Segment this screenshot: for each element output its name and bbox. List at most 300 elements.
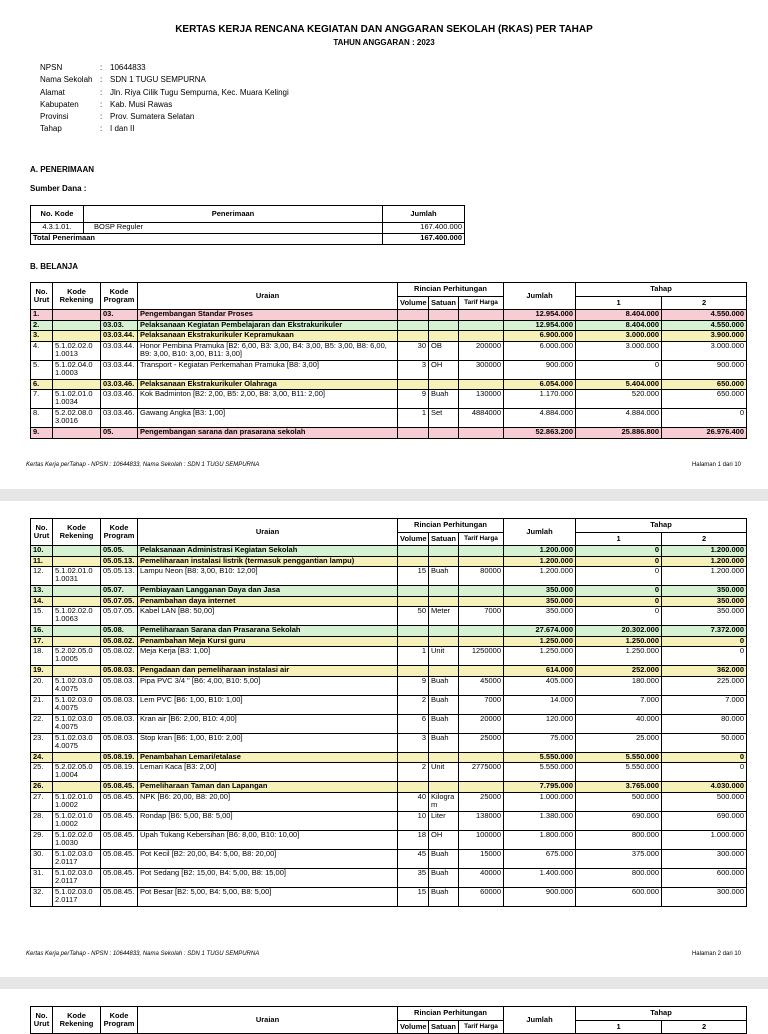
section-belanja: B. BELANJA <box>30 262 79 271</box>
kode-rekening-cell <box>53 596 101 607</box>
kode-program-cell: 05.05.13. <box>101 556 138 567</box>
satuan-cell: Unit <box>429 647 459 666</box>
tahap-2-cell: 4.550.000 <box>662 310 747 321</box>
volume-cell <box>398 428 429 439</box>
table-row <box>31 607 747 626</box>
footer-right: Halaman 1 dari 10 <box>691 462 741 468</box>
tahap-2-cell: 1.200.000 <box>662 556 747 567</box>
uraian-cell: Pipa PVC 3/4 " [B6: 4,00, B10: 5,00] <box>138 676 398 695</box>
volume-cell <box>398 379 429 390</box>
footer-right: Halaman 2 dari 10 <box>691 951 741 957</box>
tarif-cell <box>459 310 504 321</box>
tahap-2-cell: 26.976.400 <box>662 428 747 439</box>
tahap-1-cell: 375.000 <box>576 849 662 868</box>
no-urut-cell: 32. <box>31 887 53 906</box>
info-colon: : <box>100 99 103 109</box>
volume-cell <box>398 636 429 647</box>
jumlah-cell: 52.863.200 <box>504 428 576 439</box>
volume-cell: 15 <box>398 567 429 586</box>
tahap-1-cell: 690.000 <box>576 811 662 830</box>
no-urut-cell: 1. <box>31 310 53 321</box>
penerimaan-cell: BOSP Reguler <box>84 223 383 234</box>
info-label: Alamat <box>40 87 65 97</box>
no-urut-cell: 4. <box>31 341 53 360</box>
satuan-cell: Buah <box>429 676 459 695</box>
uraian-cell: Pot Sedang [B2: 15,00, B4: 5,00, B8: 15,00] <box>138 868 398 887</box>
header-uraian: Uraian <box>138 1007 398 1034</box>
volume-cell <box>398 546 429 557</box>
volume-cell: 1 <box>398 409 429 428</box>
uraian-cell: Kok Badminton [B2: 2,00, B5: 2,00, B8: 3,00, B11: 2,00] <box>138 390 398 409</box>
table-row <box>31 409 747 428</box>
jumlah-cell: 5.550.000 <box>504 763 576 782</box>
tahap-1-cell: 20.302.000 <box>576 626 662 637</box>
kode-rekening-cell <box>53 636 101 647</box>
tahap-1-cell: 0 <box>576 567 662 586</box>
tarif-cell <box>459 546 504 557</box>
jumlah-cell: 1.200.000 <box>504 556 576 567</box>
uraian-cell: Lemari Kaca [B3: 2,00] <box>138 763 398 782</box>
kode-rekening-cell: 5.1.02.03.04.0075 <box>53 676 101 695</box>
table-row <box>31 341 747 360</box>
uraian-cell: Penambahan Lemari/etalase <box>138 752 398 763</box>
tarif-cell: 130000 <box>459 390 504 409</box>
no-urut-cell: 5. <box>31 360 53 379</box>
tahap-2-cell: 362.000 <box>662 666 747 677</box>
jumlah-cell: 1.380.000 <box>504 811 576 830</box>
page-2 <box>0 501 768 977</box>
uraian-cell: Rondap [B6: 5,00, B8: 5,00] <box>138 811 398 830</box>
header-no-urut: No. Urut <box>31 519 53 546</box>
total-label: Total Penerimaan <box>31 234 383 245</box>
volume-cell: 45 <box>398 849 429 868</box>
satuan-cell <box>429 310 459 321</box>
table-row <box>31 567 747 586</box>
info-value: I dan II <box>110 124 135 134</box>
jumlah-cell: 1.200.000 <box>504 567 576 586</box>
tarif-cell: 60000 <box>459 887 504 906</box>
jumlah-cell: 1.400.000 <box>504 868 576 887</box>
satuan-cell <box>429 320 459 331</box>
tahap-2-cell: 650.000 <box>662 379 747 390</box>
volume-cell: 15 <box>398 887 429 906</box>
tahap-1-cell: 600.000 <box>576 887 662 906</box>
volume-cell: 50 <box>398 607 429 626</box>
no-urut-cell: 12. <box>31 567 53 586</box>
satuan-cell: Meter <box>429 607 459 626</box>
info-value: Jln. Riya Cilik Tugu Sempurna, Kec. Muara Kelingi <box>110 87 289 97</box>
tarif-cell: 100000 <box>459 830 504 849</box>
header-tahap-2: 2 <box>662 297 747 310</box>
kode-rekening-cell: 5.1.02.03.02.0117 <box>53 849 101 868</box>
uraian-cell: Pemeliharaan Sarana dan Prasarana Sekolah <box>138 626 398 637</box>
table-row <box>31 792 747 811</box>
footer-left: Kertas Kerja perTahap - NPSN : 10644833, Nama Sekolah : SDN 1 TUGU SEMPURNA <box>26 462 260 468</box>
tahap-2-cell: 0 <box>662 647 747 666</box>
tahap-1-cell: 0 <box>576 360 662 379</box>
volume-cell: 9 <box>398 676 429 695</box>
no-urut-cell: 14. <box>31 596 53 607</box>
header-no-urut: No. Urut <box>31 283 53 310</box>
kode-program-cell: 05. <box>101 428 138 439</box>
no-urut-cell: 21. <box>31 695 53 714</box>
belanja-table-page-3 <box>30 1006 747 1034</box>
tahap-1-cell: 0 <box>576 556 662 567</box>
info-value: Kab. Musi Rawas <box>110 99 173 109</box>
header-penerimaan: Penerimaan <box>84 206 383 223</box>
no-urut-cell: 7. <box>31 390 53 409</box>
table-row <box>31 223 465 234</box>
volume-cell: 3 <box>398 360 429 379</box>
header-kode-program: Kode Program <box>101 283 138 310</box>
table-row <box>31 647 747 666</box>
tarif-cell <box>459 596 504 607</box>
satuan-cell: Set <box>429 409 459 428</box>
tarif-cell <box>459 428 504 439</box>
volume-cell: 40 <box>398 792 429 811</box>
document-title: KERTAS KERJA RENCANA KEGIATAN DAN ANGGARAN SEKOLAH (RKAS) PER TAHAP <box>175 24 593 35</box>
no-urut-cell: 20. <box>31 676 53 695</box>
header-tarif: Tarif Harga <box>459 1021 504 1034</box>
satuan-cell <box>429 379 459 390</box>
table-row <box>31 830 747 849</box>
header-satuan: Satuan <box>429 1021 459 1034</box>
volume-cell <box>398 596 429 607</box>
no-urut-cell: 22. <box>31 714 53 733</box>
header-satuan: Satuan <box>429 297 459 310</box>
tahap-2-cell: 0 <box>662 763 747 782</box>
jumlah-cell: 900.000 <box>504 887 576 906</box>
tahap-2-cell: 225.000 <box>662 676 747 695</box>
satuan-cell <box>429 626 459 637</box>
tarif-cell: 200000 <box>459 341 504 360</box>
tarif-cell: 15000 <box>459 849 504 868</box>
satuan-cell <box>429 782 459 793</box>
kode-rekening-cell <box>53 320 101 331</box>
satuan-cell <box>429 428 459 439</box>
kode-rekening-cell: 5.1.02.03.02.0117 <box>53 887 101 906</box>
no-urut-cell: 13. <box>31 586 53 597</box>
tahap-1-cell: 7.000 <box>576 695 662 714</box>
jumlah-cell: 614.000 <box>504 666 576 677</box>
header-tahap-1: 1 <box>576 1021 662 1034</box>
kode-rekening-cell <box>53 546 101 557</box>
table-row <box>31 390 747 409</box>
table-row <box>31 666 747 677</box>
satuan-cell: Kilogram <box>429 792 459 811</box>
no-urut-cell: 9. <box>31 428 53 439</box>
satuan-cell: OH <box>429 360 459 379</box>
satuan-cell <box>429 556 459 567</box>
table-row <box>31 586 747 597</box>
tahap-1-cell: 5.404.000 <box>576 379 662 390</box>
header-kode-rekening: Kode Rekening <box>53 1007 101 1034</box>
table-row <box>31 546 747 557</box>
volume-cell <box>398 331 429 342</box>
belanja-table-page-2 <box>30 518 747 907</box>
total-row <box>31 234 465 245</box>
uraian-cell: Pembiayaan Langganan Daya dan Jasa <box>138 586 398 597</box>
tahap-2-cell: 0 <box>662 752 747 763</box>
satuan-cell <box>429 596 459 607</box>
jumlah-cell: 6.000.000 <box>504 341 576 360</box>
tarif-cell <box>459 636 504 647</box>
header-kode-rekening: Kode Rekening <box>53 519 101 546</box>
tarif-cell: 25000 <box>459 792 504 811</box>
tahap-2-cell: 4.550.000 <box>662 320 747 331</box>
uraian-cell: Lem PVC [B6: 1,00, B10: 1,00] <box>138 695 398 714</box>
tarif-cell: 20000 <box>459 714 504 733</box>
tahap-1-cell: 5.550.000 <box>576 763 662 782</box>
tahap-2-cell: 300.000 <box>662 887 747 906</box>
jumlah-cell: 900.000 <box>504 360 576 379</box>
table-row <box>31 695 747 714</box>
kode-rekening-cell: 5.2.02.08.03.0016 <box>53 409 101 428</box>
header-rincian: Rincian Perhitungan <box>398 1007 504 1021</box>
kode-program-cell: 05.07.05. <box>101 596 138 607</box>
uraian-cell: Kran air [B6: 2,00, B10: 4,00] <box>138 714 398 733</box>
jumlah-cell: 1.170.000 <box>504 390 576 409</box>
no-urut-cell: 18. <box>31 647 53 666</box>
tarif-cell <box>459 379 504 390</box>
tahap-2-cell: 900.000 <box>662 360 747 379</box>
volume-cell: 10 <box>398 811 429 830</box>
header-tahap: Tahap <box>576 1007 747 1021</box>
tarif-cell <box>459 752 504 763</box>
satuan-cell <box>429 666 459 677</box>
kode-rekening-cell: 5.1.02.04.01.0003 <box>53 360 101 379</box>
jumlah-cell: 6.900.000 <box>504 331 576 342</box>
page-3 <box>0 989 768 1031</box>
kode-rekening-cell <box>53 586 101 597</box>
info-label: Kabupaten <box>40 99 79 109</box>
jumlah-cell: 1.000.000 <box>504 792 576 811</box>
kode-program-cell: 05.08.45. <box>101 849 138 868</box>
info-value: SDN 1 TUGU SEMPURNA <box>110 75 206 85</box>
header-tahap: Tahap <box>576 283 747 297</box>
volume-cell: 9 <box>398 390 429 409</box>
no-urut-cell: 28. <box>31 811 53 830</box>
tahap-2-cell: 650.000 <box>662 390 747 409</box>
jumlah-cell: 350.000 <box>504 607 576 626</box>
satuan-cell <box>429 586 459 597</box>
header-rincian: Rincian Perhitungan <box>398 519 504 533</box>
no-urut-cell: 2. <box>31 320 53 331</box>
header-jumlah: Jumlah <box>383 206 465 223</box>
kode-rekening-cell: 5.1.02.03.04.0075 <box>53 733 101 752</box>
no-urut-cell: 16. <box>31 626 53 637</box>
kode-program-cell: 05.08.02. <box>101 636 138 647</box>
kode-program-cell: 05.07. <box>101 586 138 597</box>
table-row <box>31 868 747 887</box>
tarif-cell: 45000 <box>459 676 504 695</box>
jumlah-cell: 12.954.000 <box>504 320 576 331</box>
tahap-2-cell: 1.200.000 <box>662 567 747 586</box>
jumlah-cell: 5.550.000 <box>504 752 576 763</box>
volume-cell <box>398 556 429 567</box>
table-row <box>31 849 747 868</box>
table-row <box>31 714 747 733</box>
header-rincian: Rincian Perhitungan <box>398 283 504 297</box>
tarif-cell: 2775000 <box>459 763 504 782</box>
jumlah-cell: 675.000 <box>504 849 576 868</box>
kode-rekening-cell: 5.1.02.01.01.0002 <box>53 792 101 811</box>
table-row <box>31 556 747 567</box>
kode-program-cell: 05.07.05. <box>101 607 138 626</box>
jumlah-cell: 6.054.000 <box>504 379 576 390</box>
satuan-cell <box>429 331 459 342</box>
jumlah-cell: 350.000 <box>504 586 576 597</box>
tarif-cell: 300000 <box>459 360 504 379</box>
header-tarif: Tarif Harga <box>459 533 504 546</box>
footer-left: Kertas Kerja perTahap - NPSN : 10644833, Nama Sekolah : SDN 1 TUGU SEMPURNA <box>26 951 260 957</box>
volume-cell: 2 <box>398 763 429 782</box>
satuan-cell: Liter <box>429 811 459 830</box>
satuan-cell <box>429 546 459 557</box>
table-row <box>31 676 747 695</box>
tahap-1-cell: 8.404.000 <box>576 320 662 331</box>
jumlah-cell: 7.795.000 <box>504 782 576 793</box>
header-tahap-1: 1 <box>576 533 662 546</box>
jumlah-cell: 1.250.000 <box>504 647 576 666</box>
kode-program-cell: 05.08. <box>101 626 138 637</box>
header-satuan: Satuan <box>429 533 459 546</box>
uraian-cell: Penambahan Meja Kursi guru <box>138 636 398 647</box>
tahap-1-cell: 25.000 <box>576 733 662 752</box>
tahap-1-cell: 800.000 <box>576 830 662 849</box>
tahap-2-cell: 7.000 <box>662 695 747 714</box>
kode-rekening-cell: 5.1.02.03.04.0075 <box>53 714 101 733</box>
tarif-cell: 7000 <box>459 695 504 714</box>
kode-rekening-cell: 5.1.02.02.01.0030 <box>53 830 101 849</box>
tahap-1-cell: 520.000 <box>576 390 662 409</box>
no-urut-cell: 11. <box>31 556 53 567</box>
section-penerimaan: A. PENERIMAAN <box>30 165 95 174</box>
satuan-cell: Buah <box>429 714 459 733</box>
volume-cell: 2 <box>398 695 429 714</box>
kode-rekening-cell: 5.2.02.05.01.0004 <box>53 763 101 782</box>
tahap-2-cell: 3.000.000 <box>662 341 747 360</box>
kode-program-cell: 03.03.44. <box>101 331 138 342</box>
volume-cell <box>398 782 429 793</box>
jumlah-cell: 4.884.000 <box>504 409 576 428</box>
table-row <box>31 626 747 637</box>
document-subtitle: TAHUN ANGGARAN : 2023 <box>333 38 435 47</box>
info-row <box>40 124 289 136</box>
info-value: 10644833 <box>110 63 146 72</box>
tahap-2-cell: 300.000 <box>662 849 747 868</box>
info-colon: : <box>100 87 103 97</box>
satuan-cell: OH <box>429 830 459 849</box>
kode-program-cell: 05.08.45. <box>101 830 138 849</box>
volume-cell <box>398 752 429 763</box>
tarif-cell <box>459 331 504 342</box>
tarif-cell <box>459 666 504 677</box>
kode-rekening-cell <box>53 626 101 637</box>
tahap-1-cell: 1.250.000 <box>576 636 662 647</box>
tahap-2-cell: 1.200.000 <box>662 546 747 557</box>
tahap-2-cell: 7.372.000 <box>662 626 747 637</box>
tahap-1-cell: 0 <box>576 596 662 607</box>
tahap-1-cell: 0 <box>576 546 662 557</box>
tahap-1-cell: 3.765.000 <box>576 782 662 793</box>
kode-program-cell: 05.08.02. <box>101 647 138 666</box>
kode-rekening-cell: 5.1.02.03.02.0117 <box>53 868 101 887</box>
satuan-cell: Buah <box>429 868 459 887</box>
table-row <box>31 782 747 793</box>
uraian-cell: Pemeliharaan Taman dan Lapangan <box>138 782 398 793</box>
volume-cell: 35 <box>398 868 429 887</box>
kode-program-cell: 05.08.19. <box>101 763 138 782</box>
info-row <box>40 63 289 75</box>
uraian-cell: Pengembangan sarana dan prasarana sekolah <box>138 428 398 439</box>
volume-cell <box>398 310 429 321</box>
info-value: Prov. Sumatera Selatan <box>110 112 195 122</box>
table-row <box>31 752 747 763</box>
jumlah-cell: 12.954.000 <box>504 310 576 321</box>
kode-program-cell: 05.08.45. <box>101 792 138 811</box>
tahap-2-cell: 1.000.000 <box>662 830 747 849</box>
info-colon: : <box>100 124 103 134</box>
table-row <box>31 379 747 390</box>
uraian-cell: Pelaksanaan Kegiatan Pembelajaran dan Ekstrakurikuler <box>138 320 398 331</box>
kode-program-cell: 03.03. <box>101 320 138 331</box>
tahap-2-cell: 350.000 <box>662 586 747 597</box>
no-urut-cell: 31. <box>31 868 53 887</box>
tahap-2-cell: 0 <box>662 409 747 428</box>
jumlah-cell: 120.000 <box>504 714 576 733</box>
kode-rekening-cell: 5.1.02.01.01.0002 <box>53 811 101 830</box>
sumber-dana-label: Sumber Dana : <box>30 184 87 193</box>
satuan-cell: OB <box>429 341 459 360</box>
uraian-cell: Pelaksanaan Administrasi Kegiatan Sekolah <box>138 546 398 557</box>
header-jumlah: Jumlah <box>504 283 576 310</box>
tahap-1-cell: 8.404.000 <box>576 310 662 321</box>
header-uraian: Uraian <box>138 519 398 546</box>
no-urut-cell: 25. <box>31 763 53 782</box>
table-row <box>31 733 747 752</box>
tahap-2-cell: 50.000 <box>662 733 747 752</box>
info-label: NPSN <box>40 63 63 72</box>
no-urut-cell: 27. <box>31 792 53 811</box>
uraian-cell: Gawang Angka [B3: 1,00] <box>138 409 398 428</box>
no-urut-cell: 15. <box>31 607 53 626</box>
tarif-cell <box>459 586 504 597</box>
tarif-cell: 40000 <box>459 868 504 887</box>
tahap-1-cell: 0 <box>576 607 662 626</box>
table-row <box>31 887 747 906</box>
uraian-cell: Pelaksanaan Ekstrakurikuler Olahraga <box>138 379 398 390</box>
uraian-cell: Stop kran [B6: 1,00, B10: 2,00] <box>138 733 398 752</box>
jumlah-cell: 1.250.000 <box>504 636 576 647</box>
tarif-cell <box>459 626 504 637</box>
kode-program-cell: 05.05. <box>101 546 138 557</box>
kode-program-cell: 05.08.03. <box>101 666 138 677</box>
header-tahap: Tahap <box>576 519 747 533</box>
satuan-cell: Unit <box>429 763 459 782</box>
info-row <box>40 100 289 112</box>
volume-cell: 1 <box>398 647 429 666</box>
header-volume: Volume <box>398 1021 429 1034</box>
jumlah-cell: 1.200.000 <box>504 546 576 557</box>
header-no-kode: No. Kode <box>31 206 84 223</box>
tahap-1-cell: 5.550.000 <box>576 752 662 763</box>
tahap-2-cell: 0 <box>662 636 747 647</box>
table-row <box>31 320 747 331</box>
volume-cell <box>398 666 429 677</box>
header-jumlah: Jumlah <box>504 519 576 546</box>
kode-program-cell: 03. <box>101 310 138 321</box>
